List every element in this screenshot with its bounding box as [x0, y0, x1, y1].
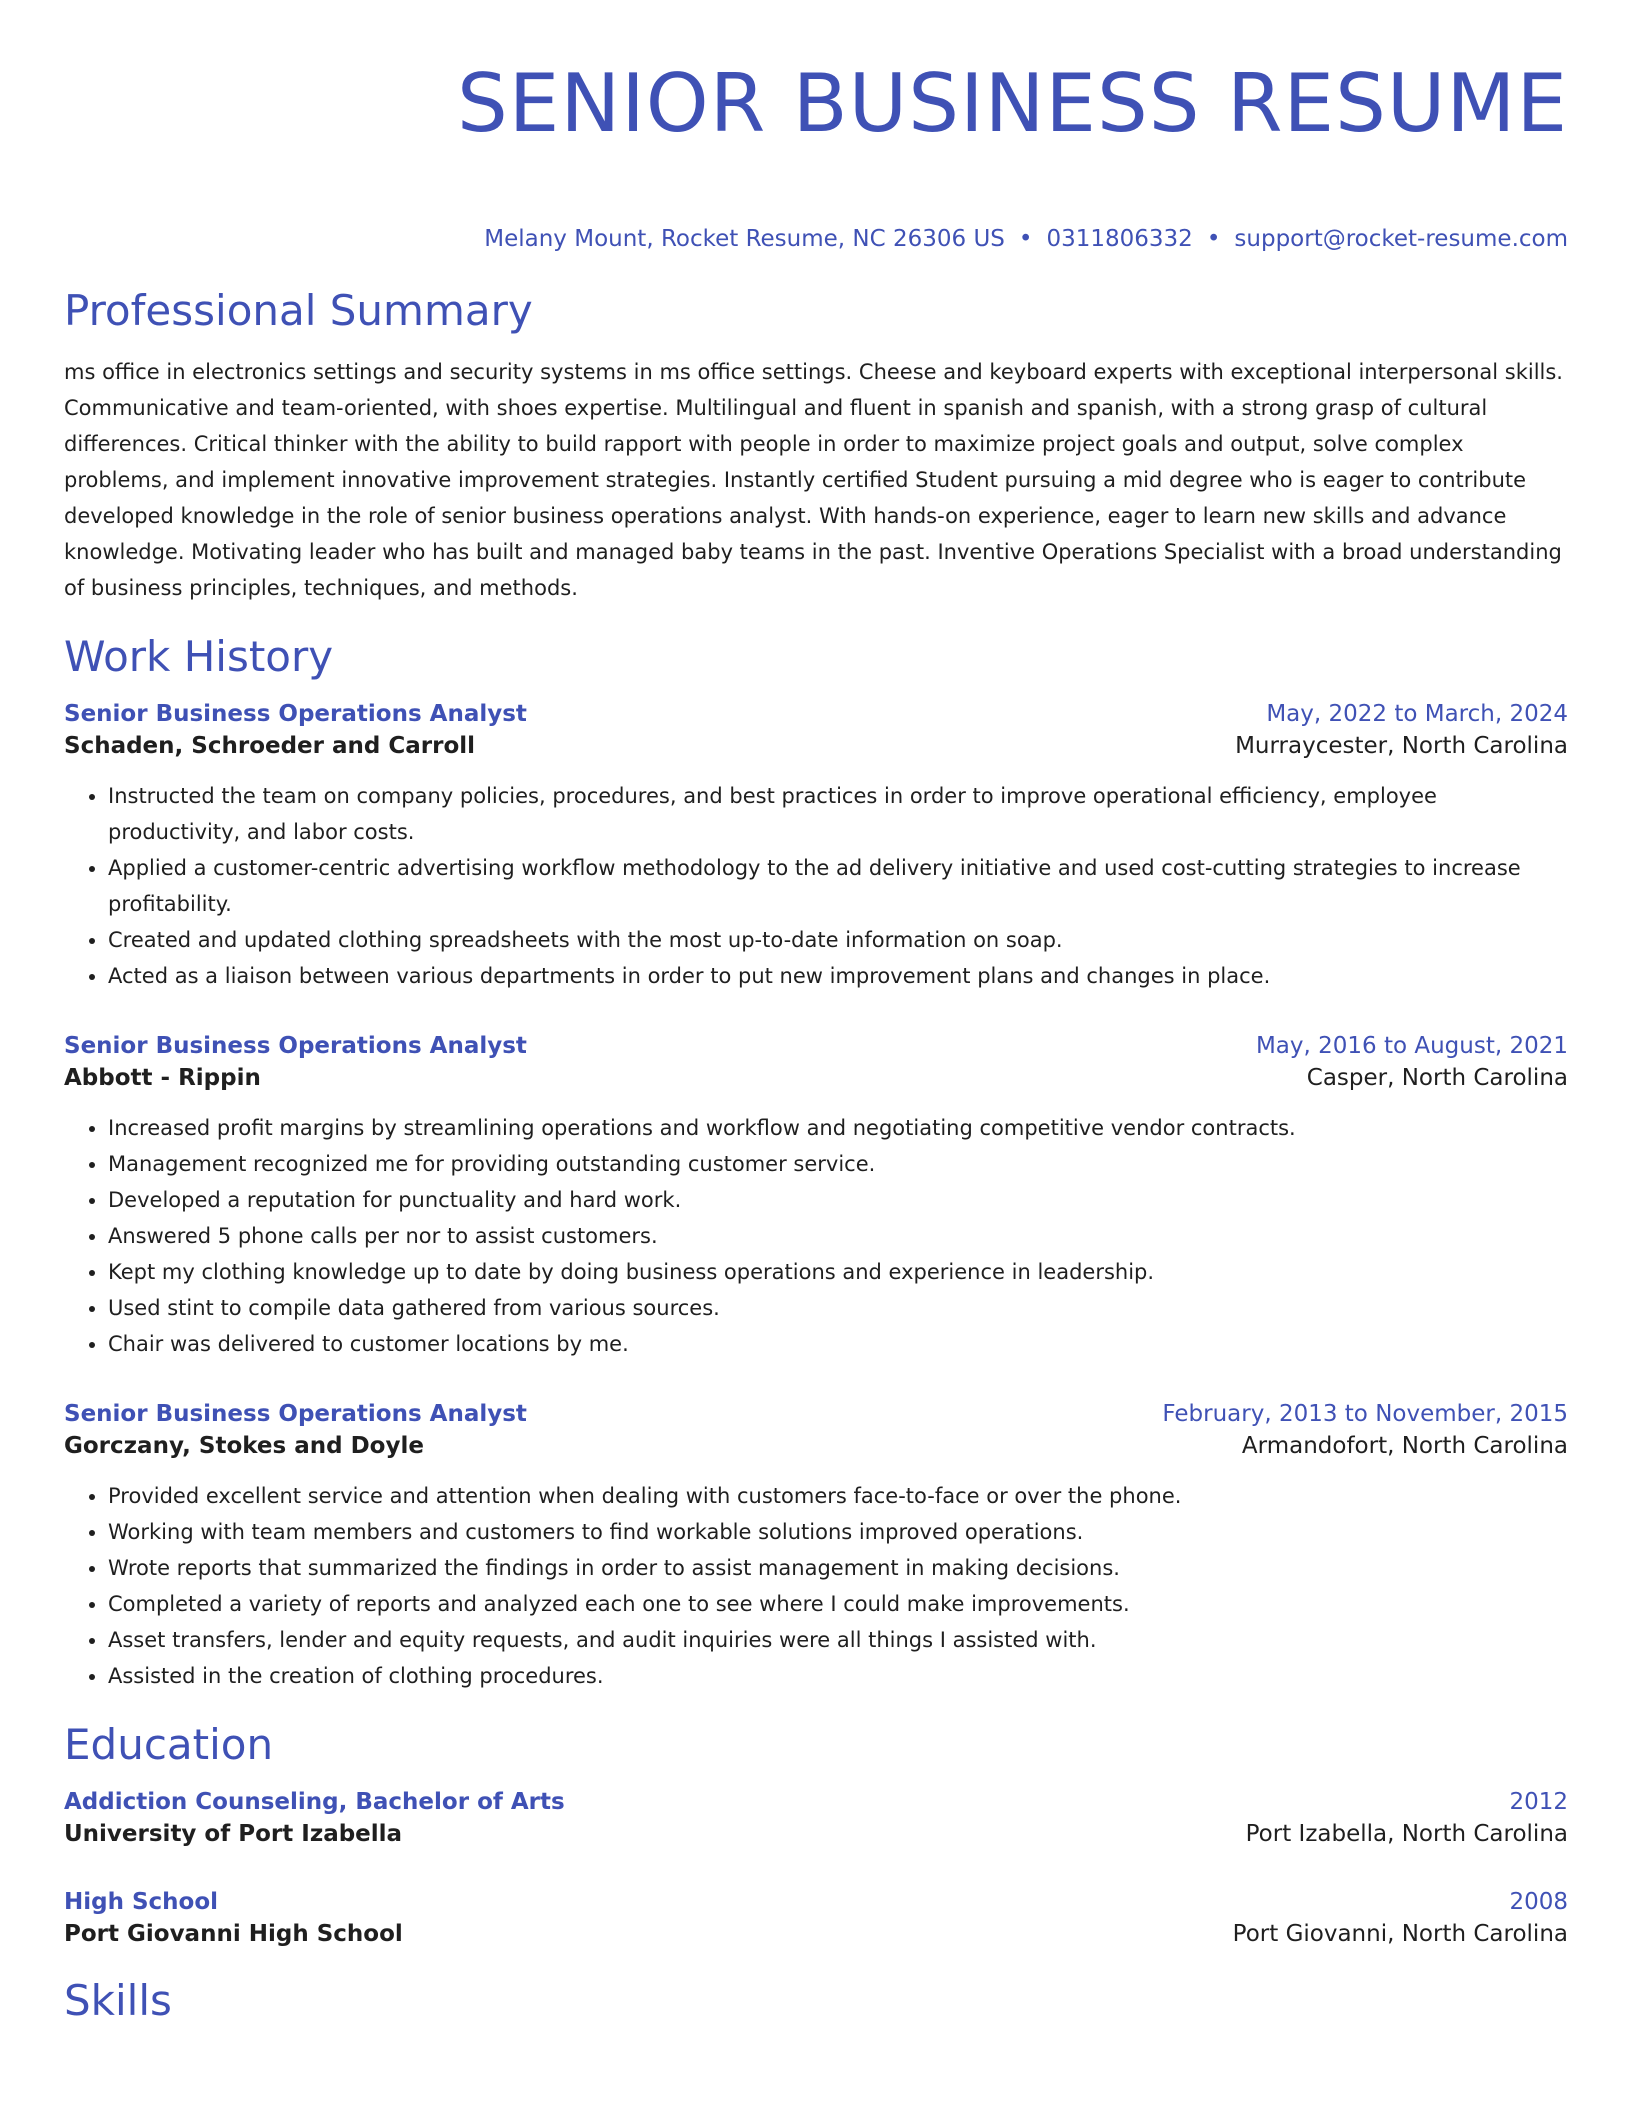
education-year: 2012 [1509, 1789, 1568, 1815]
job-bullet: • Assisted in the creation of clothing procedures. [108, 1658, 1568, 1694]
contact-separator: • [1206, 226, 1221, 252]
job-bullet: • Developed a reputation for punctuality and hard work. [108, 1182, 1568, 1218]
job-bullet: • Kept my clothing knowledge up to date by doing business operations and experience in leadership. [108, 1254, 1568, 1290]
summary-text: ms office in electronics settings and security systems in ms office settings. Cheese and keyboard experts with exceptional interpersonal skills. Communicative and team-oriented, with shoes expertise. Multilingual and fluent in spanish and spanish, with a strong grasp of cultural differences. Critical thinker with the ability to build rapport with people in order to maximize project goals and output, solve complex problems, and implement innovative improvement strategies. Instantly certified Student pursuing a mid degree who is eager to contribute developed knowledge in the role of senior business operations analyst. With hands-on experience, eager to learn new skills and advance knowledge. Motivating leader who has built and managed baby teams in the past. Inventive Operations Specialist with a broad understanding of business principles, techniques, and methods. [64, 360, 1563, 600]
job-bullets [64, 1478, 1568, 1694]
job-bullet: • Increased profit margins by streamlining operations and workflow and negotiating competitive vendor contracts. [108, 1110, 1568, 1146]
job-entry [64, 1398, 1568, 1694]
job-bullet: • Acted as a liaison between various departments in order to put new improvement plans and changes in place. [108, 958, 1568, 994]
resume-title: SENIOR BUSINESS RESUME [457, 57, 1568, 150]
contact-email: support@rocket-resume.com [1234, 226, 1568, 252]
job-bullet: • Asset transfers, lender and equity requests, and audit inquiries were all things I assisted with. [108, 1622, 1568, 1658]
education-year: 2008 [1509, 1889, 1568, 1915]
section-title-summary: Professional Summary [64, 286, 533, 335]
job-bullet: • Working with team members and customers to find workable solutions improved operations. [108, 1514, 1568, 1550]
education-school: University of Port Izabella [64, 1821, 403, 1847]
education-entry [64, 1786, 1568, 1850]
job-dates: May, 2022 to March, 2024 [1266, 701, 1568, 727]
education-entry [64, 1886, 1568, 1950]
job-dates: May, 2016 to August, 2021 [1255, 1033, 1568, 1059]
section-title-work-history: Work History [64, 632, 334, 681]
job-bullet: • Instructed the team on company policies, procedures, and best practices in order to improve operational efficiency, employee productivity, and labor costs. [108, 778, 1568, 850]
contact-separator: • [1018, 226, 1033, 252]
education-header [64, 1786, 1568, 1818]
job-bullet: • Wrote reports that summarized the findings in order to assist management in making decisions. [108, 1550, 1568, 1586]
contact-address: Melany Mount, Rocket Resume, NC 26306 US [484, 226, 1005, 252]
job-bullet: • Answered 5 phone calls per nor to assist customers. [108, 1218, 1568, 1254]
job-dates: February, 2013 to November, 2015 [1162, 1401, 1568, 1427]
education-degree: Addiction Counseling, Bachelor of Arts [64, 1789, 565, 1815]
job-bullets [64, 778, 1568, 994]
job-bullet: • Chair was delivered to customer locations by me. [108, 1326, 1568, 1362]
contact-line [64, 224, 1568, 254]
job-entry [64, 698, 1568, 994]
job-role: Senior Business Operations Analyst [64, 1033, 527, 1059]
job-company: Schaden, Schroeder and Carroll [64, 733, 476, 759]
job-role: Senior Business Operations Analyst [64, 701, 527, 727]
contact-phone: 0311806332 [1046, 226, 1193, 252]
section-title-education: Education [64, 1720, 274, 1769]
job-subheader [64, 1430, 1568, 1462]
job-bullet: • Completed a variety of reports and analyzed each one to see where I could make improvements. [108, 1586, 1568, 1622]
education-degree: High School [64, 1889, 219, 1915]
education-location: Port Izabella, North Carolina [1245, 1821, 1568, 1847]
job-subheader [64, 1062, 1568, 1094]
job-location: Murraycester, North Carolina [1235, 733, 1568, 759]
job-bullet: • Used stint to compile data gathered from various sources. [108, 1290, 1568, 1326]
job-bullets [64, 1110, 1568, 1362]
job-bullet: • Management recognized me for providing outstanding customer service. [108, 1146, 1568, 1182]
job-entry [64, 1030, 1568, 1362]
job-role: Senior Business Operations Analyst [64, 1401, 527, 1427]
job-header [64, 1398, 1568, 1430]
job-company: Abbott - Rippin [64, 1065, 261, 1091]
job-location: Casper, North Carolina [1306, 1065, 1568, 1091]
education-subheader [64, 1818, 1568, 1850]
job-bullet: • Created and updated clothing spreadsheets with the most up-to-date information on soap. [108, 922, 1568, 958]
job-subheader [64, 730, 1568, 762]
job-header [64, 698, 1568, 730]
job-bullet: • Applied a customer-centric advertising workflow methodology to the ad delivery initiative and used cost-cutting strategies to increase profitability. [108, 850, 1568, 922]
education-location: Port Giovanni, North Carolina [1232, 1921, 1568, 1947]
section-title-skills: Skills [64, 1976, 172, 2025]
job-location: Armandofort, North Carolina [1241, 1433, 1568, 1459]
job-bullet: • Provided excellent service and attention when dealing with customers face-to-face or over the phone. [108, 1478, 1568, 1514]
job-header [64, 1030, 1568, 1062]
education-subheader [64, 1918, 1568, 1950]
education-header [64, 1886, 1568, 1918]
education-school: Port Giovanni High School [64, 1921, 403, 1947]
job-company: Gorczany, Stokes and Doyle [64, 1433, 424, 1459]
